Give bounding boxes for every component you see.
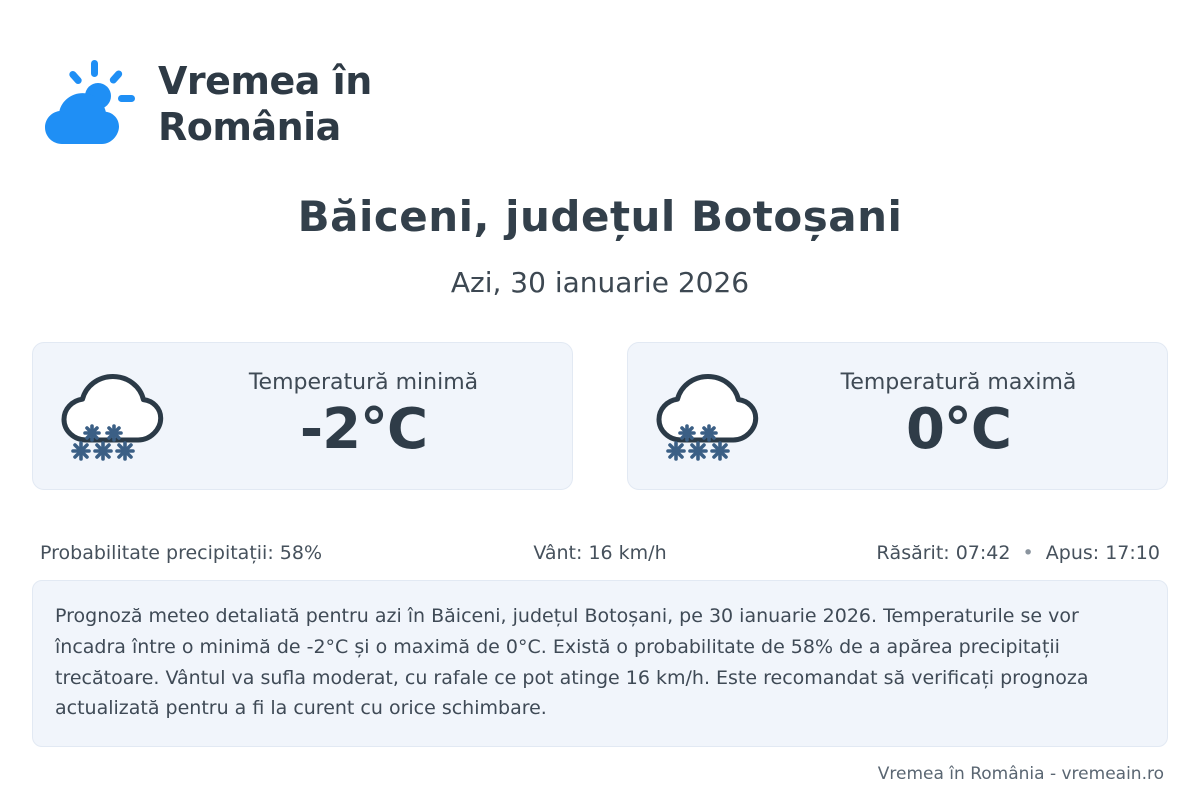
snow-cloud-icon xyxy=(646,361,778,471)
page-subtitle: Azi, 30 ianuarie 2026 xyxy=(450,266,750,299)
sunrise-value: Răsărit: 07:42 xyxy=(876,541,1011,564)
footer-credit: Vremea în România - vremeain.ro xyxy=(877,764,1164,784)
precipitation-stat: Probabilitate precipitații: 58% xyxy=(40,541,322,564)
max-temperature-body xyxy=(778,370,1149,462)
wind-stat: Vânt: 16 km/h xyxy=(533,541,667,564)
stat-separator: • xyxy=(1022,541,1034,564)
max-temperature-label: Temperatură maximă xyxy=(840,370,1077,395)
sun-behind-cloud-icon xyxy=(36,52,140,156)
temperature-cards xyxy=(32,342,1168,490)
max-temperature-card xyxy=(627,342,1168,490)
sunset-value: Apus: 17:10 xyxy=(1045,541,1160,564)
forecast-description: Prognoză meteo detaliată pentru azi în Băiceni, județul Botoșani, pe 30 ianuarie 2026. Temperaturile se vor încadra între o minimă de -2°C și o maximă de 0°C. Există o probabilitate de 58% de a apărea precipitații trecătoare. Vântul va sufla moderat, cu rafale ce pot atinge 16 km/h. Este recomandat să verificați prognoza actualizată pentru a fi la curent cu orice schimbare. xyxy=(32,580,1168,747)
max-temperature-value: 0°C xyxy=(905,397,1012,462)
min-temperature-value: -2°C xyxy=(299,397,428,462)
weather-stats xyxy=(40,524,1160,582)
snow-cloud-icon xyxy=(51,361,183,471)
brand[interactable] xyxy=(36,52,418,156)
sun-times-stat xyxy=(787,542,1160,564)
min-temperature-card xyxy=(32,342,573,490)
min-temperature-label: Temperatură minimă xyxy=(248,370,479,395)
min-temperature-body xyxy=(183,370,554,462)
page-title: Băiceni, județul Botoșani xyxy=(297,192,903,241)
brand-name: Vremea în România xyxy=(158,58,372,149)
